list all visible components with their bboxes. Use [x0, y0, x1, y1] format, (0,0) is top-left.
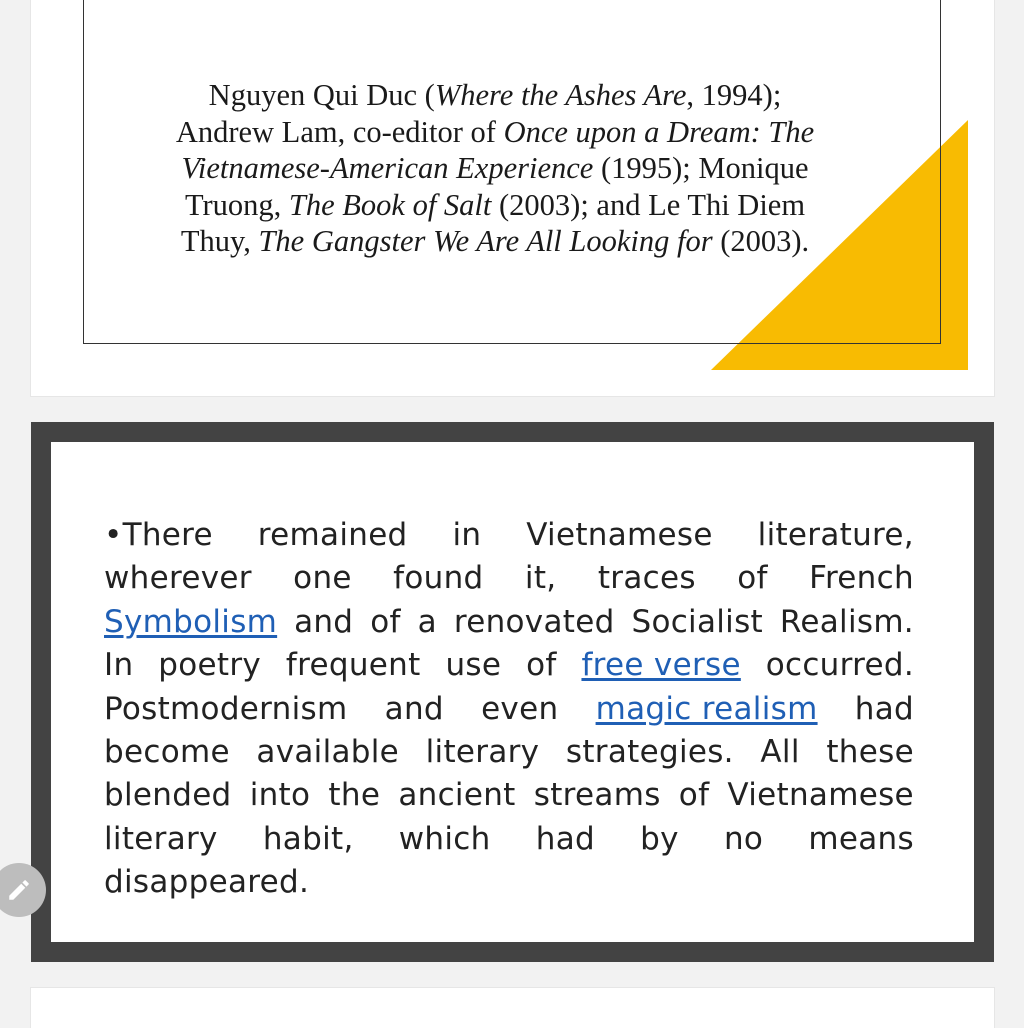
paragraph-line: [104, 644, 914, 687]
citation-segment: (2003); and Le Thi Diem: [491, 187, 806, 222]
word: the: [328, 777, 381, 814]
word: available: [256, 734, 400, 771]
wiki-link[interactable]: free verse: [581, 647, 741, 684]
citation-segment: Nguyen Qui Duc (: [208, 78, 435, 112]
word: means: [808, 820, 914, 857]
word: disappeared.: [104, 864, 310, 901]
paragraph-line: [104, 601, 914, 644]
word: and: [384, 690, 444, 727]
word: literature,: [757, 517, 914, 553]
word: French: [809, 560, 914, 597]
word: traces: [597, 560, 696, 597]
word: a: [417, 603, 437, 640]
paragraph-line: [104, 514, 914, 557]
word: streams: [533, 777, 661, 814]
word: of: [370, 603, 401, 640]
word: In: [104, 647, 134, 684]
word: blended: [104, 777, 232, 814]
word: these: [826, 734, 914, 771]
word: had: [854, 690, 914, 727]
wiki-link[interactable]: Symbolism: [104, 603, 278, 640]
word: remained: [257, 517, 408, 553]
citation-title: The Gangster We Are All Looking for: [258, 224, 713, 258]
word: Vietnamese: [727, 777, 914, 814]
body-paragraph: [104, 514, 914, 905]
paragraph-line: [104, 731, 914, 774]
citation-segment: Thuy,: [180, 224, 259, 258]
word: of: [737, 560, 768, 597]
citation-title: Once upon a Dream: The: [503, 114, 815, 149]
citation-line: [126, 223, 864, 260]
word: and: [294, 603, 354, 640]
citation-title: Where the Ashes Are: [434, 78, 687, 112]
citation-segment: Andrew Lam, co-editor of: [175, 114, 504, 149]
word: which: [398, 820, 491, 857]
word: in: [452, 517, 482, 553]
word: found: [393, 560, 484, 597]
word: literary: [425, 734, 540, 771]
citation-segment: , 1994);: [686, 78, 782, 112]
paragraph-line: [104, 688, 914, 731]
word: even: [481, 690, 559, 727]
paragraph-line: [104, 774, 914, 817]
citation-title: The Book of Salt: [288, 187, 492, 222]
word: into: [249, 777, 311, 814]
word: renovated: [453, 603, 615, 640]
pencil-icon: [6, 877, 32, 903]
citation-text: [126, 77, 864, 260]
word: Vietnamese: [526, 517, 713, 553]
word: it,: [524, 560, 557, 597]
citation-segment: Truong,: [184, 187, 289, 222]
citation-line: [126, 77, 864, 114]
word: •There: [104, 517, 213, 553]
word: one: [293, 560, 352, 597]
paragraph-line: [104, 557, 914, 600]
word: occurred.: [765, 647, 914, 684]
word: literary: [104, 820, 218, 857]
word: Postmodernism: [104, 690, 348, 727]
slide-2-content: [51, 442, 974, 942]
word: by: [640, 820, 679, 857]
word: frequent: [285, 647, 421, 684]
word: ancient: [398, 777, 516, 814]
word: of: [526, 647, 557, 684]
word: no: [723, 820, 764, 857]
word: Realism.: [779, 603, 914, 640]
wiki-link[interactable]: magic realism: [595, 690, 818, 727]
word: strategies.: [565, 734, 734, 771]
word: habit,: [262, 820, 354, 857]
word: wherever: [104, 560, 252, 597]
word: use: [445, 647, 502, 684]
word: of: [678, 777, 710, 814]
slide-1: [31, 0, 994, 396]
word: had: [535, 820, 595, 857]
citation-line: [126, 114, 864, 151]
word: become: [104, 734, 230, 771]
slide-3-peek[interactable]: [31, 988, 994, 1028]
word: Socialist: [631, 603, 763, 640]
citation-segment: (1995); Monique: [593, 151, 809, 185]
citation-line: [126, 150, 864, 187]
paragraph-line: [104, 818, 914, 861]
citation-line: [126, 187, 864, 224]
slide-2: [31, 422, 994, 962]
paragraph-line: [104, 861, 914, 904]
citation-title: Vietnamese-American Experience: [181, 151, 594, 185]
citation-segment: (2003).: [712, 224, 810, 258]
word: All: [760, 734, 800, 771]
word: poetry: [158, 647, 262, 684]
